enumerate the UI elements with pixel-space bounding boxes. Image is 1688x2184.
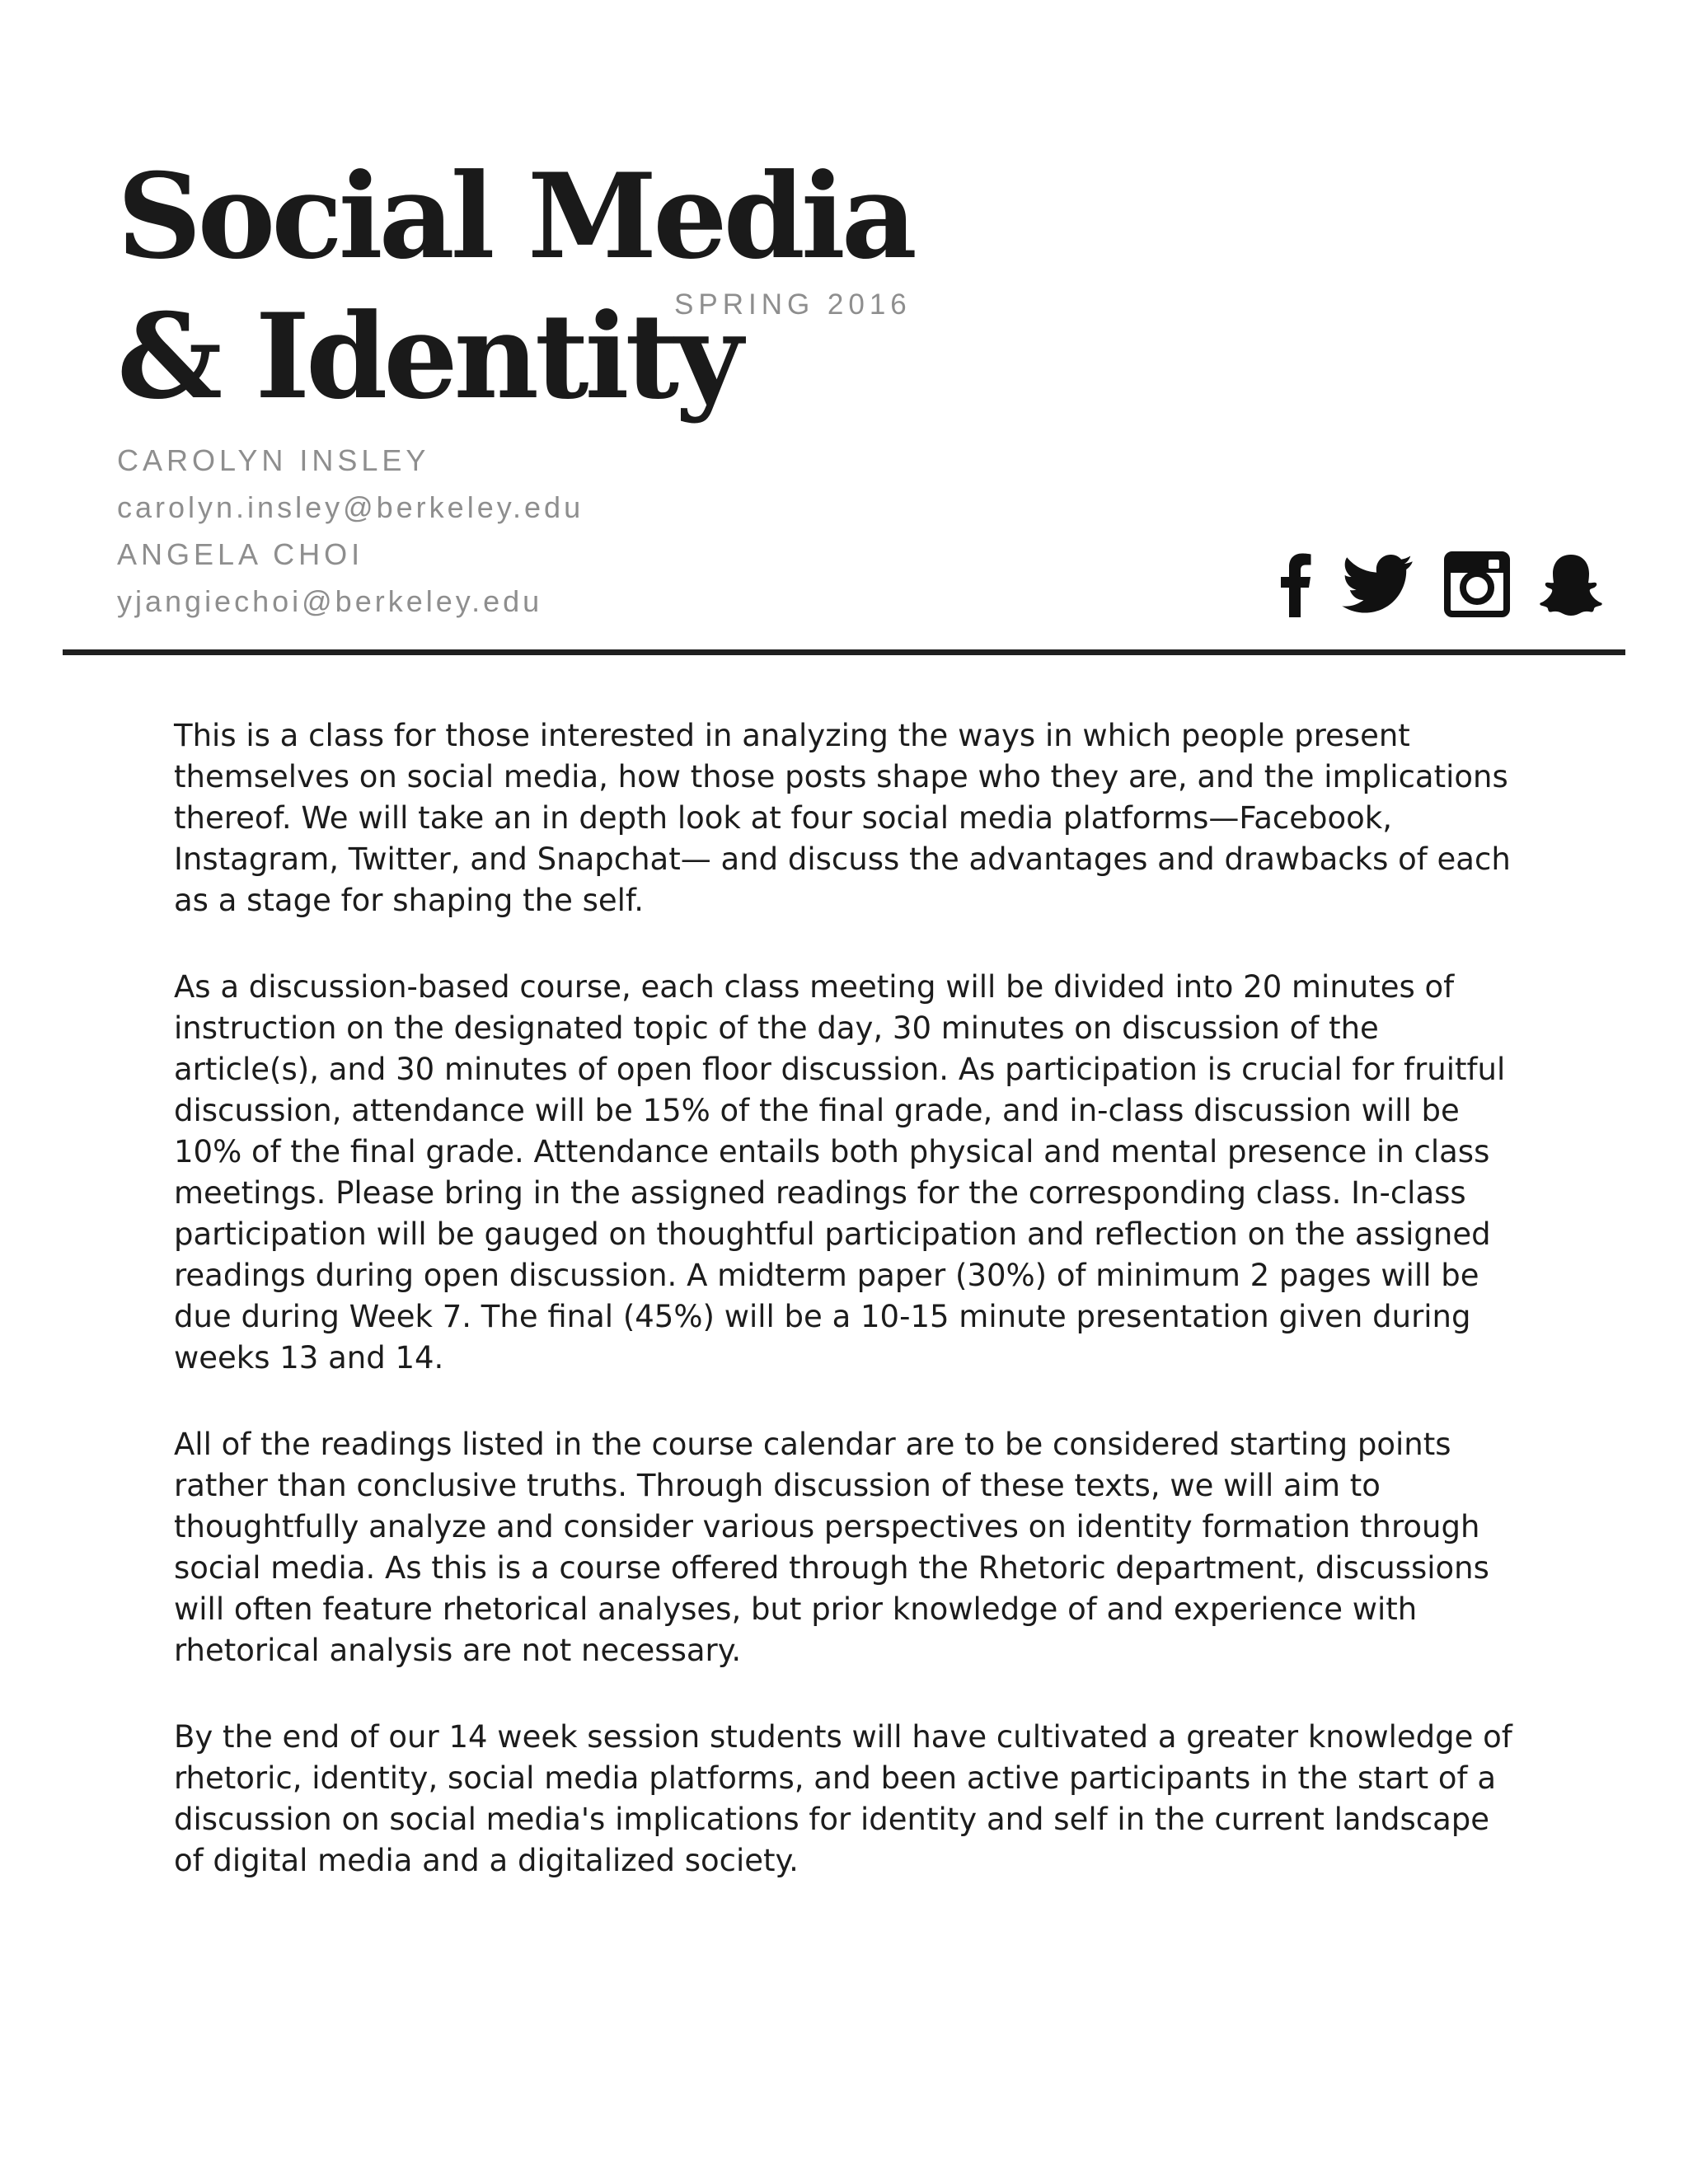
course-title-line-1: Social Media (117, 148, 913, 285)
instructor-email: yjangiechoi@berkeley.edu (117, 584, 543, 618)
course-description (174, 715, 1526, 1927)
header-divider (63, 649, 1625, 655)
course-term: SPRING 2016 (674, 288, 912, 321)
instructor-name: CAROLYN INSLEY (117, 443, 430, 477)
instructor-name: ANGELA CHOI (117, 537, 364, 571)
instructor-contacts (117, 437, 584, 625)
description-paragraph: This is a class for those interested in analyzing the ways in which people present themselves on social media, how those posts shape who they are, and the implications thereof. We will take an in depth look at four social media platforms—Facebook, Instagram, Twitter, and Snapchat— and discuss the advantages and drawbacks of each as a stage for shaping the self. (174, 718, 1511, 918)
description-paragraph: By the end of our 14 week session students will have cultivated a greater knowledge of rhetoric, identity, social media platforms, and been active participants in the start of a discussion on social media's implications for identity and self in the current landscape of digital media and a digitalized society. (174, 1719, 1512, 1878)
course-title (117, 147, 913, 427)
instructor-email: carolyn.insley@berkeley.edu (117, 490, 584, 524)
social-media-icons (1279, 551, 1604, 621)
course-title-line-2: & Identity (117, 288, 739, 425)
description-paragraph: As a discussion-based course, each class meeting will be divided into 20 minutes of instruction on the designated topic of the day, 30 minutes on discussion of the article(s), and 30 minutes of open floor discussion. As participation is crucial for fruitful discussion, attendance will be 15% of the final grade, and in-class discussion will be 10% of the final grade. Attendance entails both physical and mental presence in class meetings. Please bring in the assigned readings for the corresponding class. In-class participation will be gauged on thoughtful participation and reflection on the assigned readings during open discussion. A midterm paper (30%) of minimum 2 pages will be due during Week 7. The final (45%) will be a 10-15 minute presentation given during weeks 13 and 14. (174, 969, 1506, 1376)
instagram-icon (1444, 551, 1510, 621)
twitter-icon (1340, 555, 1416, 618)
snapchat-icon (1538, 552, 1604, 621)
facebook-icon (1279, 551, 1312, 621)
description-paragraph: All of the readings listed in the course calendar are to be considered starting points rather than conclusive truths. Through discussion of these texts, we will aim to thoughtfully analyze and consider various perspectives on identity formation through social media. As this is a course offered through the Rhetoric department, discussions will often feature rhetorical analyses, but prior knowledge of and experience with rhetorical analysis are not necessary. (174, 1427, 1489, 1668)
